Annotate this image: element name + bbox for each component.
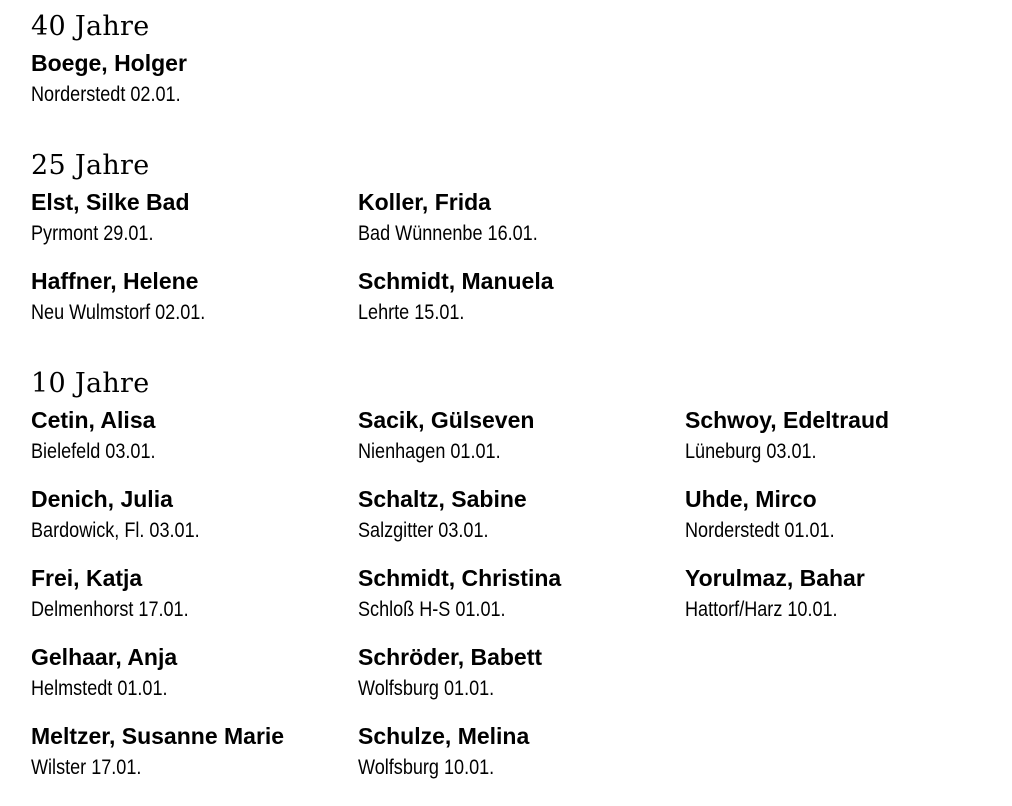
entry-name: Koller, Frida <box>358 189 491 215</box>
list-item <box>358 268 685 347</box>
entry-detail: Neu Wulmstorf 02.01. <box>31 301 206 324</box>
entry-detail: Schloß H-S 01.01. <box>358 598 506 621</box>
entry-name: Sacik, Gülseven <box>358 407 535 433</box>
list-item <box>358 644 685 723</box>
entry-name: Schmidt, Christina <box>358 565 562 591</box>
list-item <box>358 407 685 486</box>
section-heading: 40 Jahre <box>31 11 150 42</box>
entry-detail: Delmenhorst 17.01. <box>31 598 189 621</box>
entry-name: Schulze, Melina <box>358 723 530 749</box>
list-item <box>31 486 358 565</box>
list-item <box>358 189 685 268</box>
entry-detail: Bardowick, Fl. 03.01. <box>31 519 200 542</box>
entry-name: Uhde, Mirco <box>685 486 817 512</box>
entry-grid <box>31 407 985 802</box>
entry-name: Meltzer, Susanne Marie <box>31 723 285 749</box>
section-heading: 25 Jahre <box>31 150 150 181</box>
entry-name: Denich, Julia <box>31 486 173 512</box>
list-item <box>31 565 358 644</box>
entry-name: Boege, Holger <box>31 50 187 76</box>
entry-name: Schröder, Babett <box>358 644 543 670</box>
list-item <box>31 644 358 723</box>
list-item <box>31 723 358 802</box>
entry-detail: Wilster 17.01. <box>31 756 142 779</box>
list-item <box>685 565 985 644</box>
entry-detail: Norderstedt 02.01. <box>31 83 181 106</box>
list-item <box>31 268 358 347</box>
entry-name: Elst, Silke Bad <box>31 189 190 215</box>
entry-detail: Helmstedt 01.01. <box>31 677 168 700</box>
entry-detail: Lehrte 15.01. <box>358 301 465 324</box>
entry-detail: Lüneburg 03.01. <box>685 440 817 463</box>
section-25-jahre <box>31 151 985 347</box>
entry-detail: Norderstedt 01.01. <box>685 519 835 542</box>
entry-grid <box>31 189 985 347</box>
section-40-jahre <box>31 12 985 129</box>
list-item <box>685 486 985 565</box>
entry-grid <box>31 50 985 129</box>
section-heading: 10 Jahre <box>31 368 150 399</box>
entry-detail: Bielefeld 03.01. <box>31 440 156 463</box>
entry-detail: Hattorf/Harz 10.01. <box>685 598 838 621</box>
list-item <box>31 407 358 486</box>
entry-detail: Wolfsburg 01.01. <box>358 677 495 700</box>
list-item <box>685 407 985 486</box>
entry-detail: Salzgitter 03.01. <box>358 519 489 542</box>
list-item <box>31 50 358 129</box>
list-item <box>31 189 358 268</box>
entry-name: Haffner, Helene <box>31 268 199 294</box>
list-item <box>685 644 985 723</box>
section-10-jahre <box>31 369 985 802</box>
entry-name: Schmidt, Manuela <box>358 268 554 294</box>
list-item <box>685 189 985 268</box>
entry-name: Gelhaar, Anja <box>31 644 178 670</box>
entry-detail: Wolfsburg 10.01. <box>358 756 495 779</box>
entry-name: Schwoy, Edeltraud <box>685 407 890 433</box>
entry-detail: Bad Wünnenbe 16.01. <box>358 222 538 245</box>
entry-detail: Pyrmont 29.01. <box>31 222 154 245</box>
entry-name: Frei, Katja <box>31 565 143 591</box>
entry-detail: Nienhagen 01.01. <box>358 440 501 463</box>
list-item <box>358 565 685 644</box>
entry-name: Yorulmaz, Bahar <box>685 565 865 591</box>
list-item <box>358 723 685 802</box>
entry-name: Cetin, Alisa <box>31 407 156 433</box>
list-item <box>358 486 685 565</box>
entry-name: Schaltz, Sabine <box>358 486 527 512</box>
